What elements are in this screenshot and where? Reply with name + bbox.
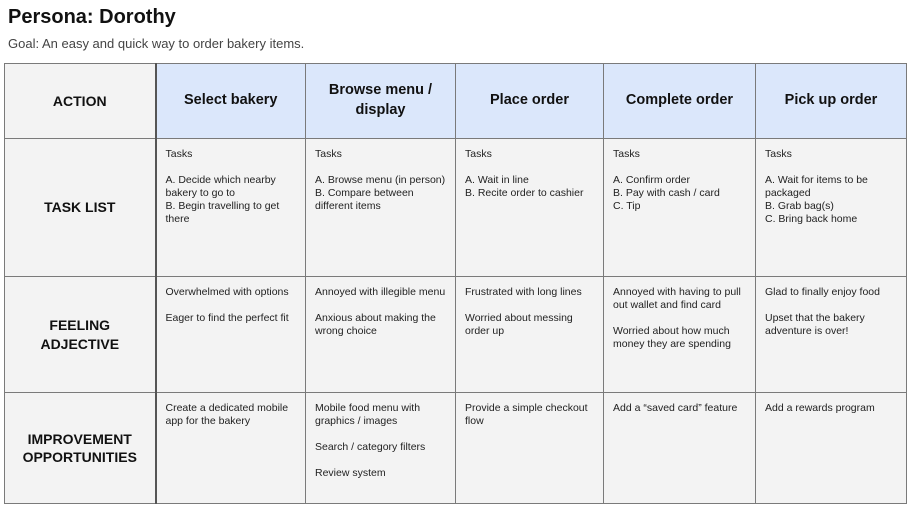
task-item: A. Wait in line [465, 174, 529, 186]
task-item: B. Grab bag(s) [765, 200, 834, 212]
improvement-item: Provide a simple checkout flow [465, 402, 588, 427]
task-cell [604, 139, 756, 277]
feeling-cell [756, 277, 907, 393]
feeling-item: Frustrated with long lines [465, 286, 582, 298]
task-cell [756, 139, 907, 277]
feeling-item: Worried about how much money they are spending [613, 325, 731, 350]
improvement-item: Review system [315, 467, 386, 479]
header-row [5, 64, 907, 139]
task-list-row [5, 139, 907, 277]
improvement-row [5, 393, 907, 504]
improvement-item: Add a rewards program [765, 402, 875, 414]
feeling-item: Overwhelmed with options [165, 286, 289, 298]
feeling-cell [156, 277, 306, 393]
feeling-item: Annoyed with illegible menu [315, 286, 446, 298]
feeling-item: Glad to finally enjoy food [765, 286, 880, 298]
stage-header [306, 64, 456, 139]
task-item: B. Pay with cash / card [613, 187, 720, 199]
stage-header: Place order [456, 64, 604, 139]
improvement-cell [604, 393, 756, 504]
feeling-row [5, 277, 907, 393]
task-heading: Tasks [465, 148, 492, 160]
improvement-item: Add a “saved card” feature [613, 402, 738, 414]
task-cell [156, 139, 306, 277]
task-item: A. Confirm order [613, 174, 691, 186]
feeling-item: Annoyed with having to pull out wallet and find card [613, 286, 741, 311]
feeling-label-text: FEELING ADJECTIVE [40, 317, 120, 352]
task-heading: Tasks [613, 148, 640, 160]
stage-header-text: Browse menu / display [328, 82, 433, 118]
stage-header: Complete order [604, 64, 756, 139]
journey-map-table [4, 63, 907, 504]
task-cell [456, 139, 604, 277]
stage-header: Select bakery [156, 64, 306, 139]
task-heading: Tasks [315, 148, 342, 160]
improvement-item: Create a dedicated mobile app for the bakery [165, 402, 289, 427]
improvement-item: Search / category filters [315, 441, 426, 453]
task-item: A. Browse menu (in person) [315, 174, 446, 186]
improvement-label [5, 393, 156, 504]
feeling-item: Anxious about making the wrong choice [315, 312, 436, 337]
task-item: B. Begin travelling to get there [165, 200, 280, 225]
task-heading: Tasks [165, 148, 193, 160]
feeling-item: Worried about messing order up [465, 312, 573, 337]
improvement-cell [156, 393, 306, 504]
task-item: C. Bring back home [765, 213, 858, 225]
improvement-item: Mobile food menu with graphics / images [315, 402, 421, 427]
task-heading: Tasks [765, 148, 792, 160]
task-item: A. Decide which nearby bakery to go to [165, 174, 276, 199]
goal-subtitle: Goal: An easy and quick way to order bakery items. [8, 36, 305, 51]
task-cell [306, 139, 456, 277]
feeling-cell [604, 277, 756, 393]
task-list-label: TASK LIST [5, 139, 156, 277]
stage-header: Pick up order [756, 64, 907, 139]
feeling-cell [306, 277, 456, 393]
feeling-item: Upset that the bakery adventure is over! [765, 312, 865, 337]
task-item: C. Tip [613, 200, 641, 212]
improvement-cell [756, 393, 907, 504]
task-item: A. Wait for items to be packaged [765, 174, 868, 199]
improvement-cell [306, 393, 456, 504]
task-item: B. Recite order to cashier [465, 187, 584, 199]
improvement-label-text: IMPROVEMENT OPPORTUNITIES [22, 430, 137, 465]
feeling-cell [456, 277, 604, 393]
feeling-label [5, 277, 156, 393]
improvement-cell [456, 393, 604, 504]
page-title: Persona: Dorothy [8, 6, 176, 28]
task-item: B. Compare between different items [315, 187, 414, 212]
feeling-item: Eager to find the perfect fit [165, 312, 289, 324]
action-header: ACTION [5, 64, 156, 139]
